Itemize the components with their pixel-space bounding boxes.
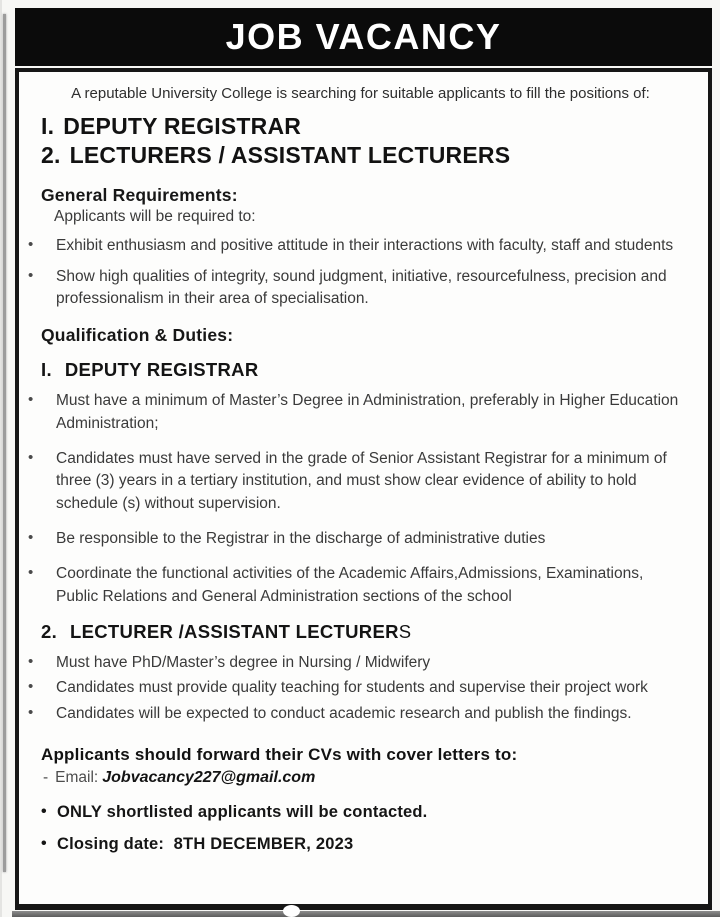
subsection-title: DEPUTY REGISTRAR <box>64 359 259 381</box>
email-dash: - <box>43 768 49 786</box>
bottom-notch-artifact <box>283 905 300 917</box>
deputy-registrar-duties-list <box>28 390 680 608</box>
list-item: • Be responsible to the Registrar in the discharge of administrative duties <box>28 528 680 550</box>
position-marker: 2. <box>41 141 61 168</box>
closing-date-note: • Closing date: 8TH DECEMBER, 2023 <box>41 835 680 854</box>
shortlisted-note: • ONLY shortlisted applicants will be contacted. <box>41 803 680 822</box>
positions-list <box>41 112 680 170</box>
subsection-marker: I. <box>41 359 52 381</box>
advert-title: JOB VACANCY <box>225 16 502 57</box>
general-requirements-heading: General Requirements: <box>41 184 238 205</box>
advert-header-bar <box>15 8 712 66</box>
subsection-title: LECTURER /ASSISTANT LECTURER <box>70 620 399 642</box>
general-requirements-lead-in: Applicants will be required to: <box>54 207 256 225</box>
list-item: • Coordinate the functional activities of the Academic Affairs,Admissions, Examinations, Public Relations and General Administration sections of the school <box>28 563 680 608</box>
subsection-title-suffix: S <box>398 620 412 642</box>
position-marker: I. <box>41 113 55 139</box>
email-label: Email: <box>55 768 99 786</box>
email-address: Jobvacancy227@gmail.com <box>102 768 316 786</box>
contact-footer <box>41 745 680 854</box>
list-item: • Must have a minimum of Master’s Degree in Administration, preferably in Higher Education Administration; <box>28 390 680 435</box>
position-item-1 <box>41 112 680 141</box>
email-line <box>43 769 680 787</box>
scan-edge-line <box>3 14 6 872</box>
intro-line: A reputable University College is searching for suitable applicants to fill the positions of: <box>71 85 650 102</box>
lecturer-subheading <box>41 621 680 643</box>
list-item: • Candidates will be expected to conduct academic research and publish the findings. <box>28 703 680 725</box>
deputy-registrar-subheading <box>41 359 680 381</box>
position-label: LECTURERS / ASSISTANT LECTURERS <box>69 141 511 168</box>
list-item: • Candidates must provide quality teaching for students and supervise their project work <box>28 677 680 699</box>
job-advert <box>15 8 712 910</box>
lecturer-duties-list <box>28 652 680 725</box>
list-item: • Must have PhD/Master’s degree in Nursing / Midwifery <box>28 652 680 674</box>
forward-cv-line: Applicants should forward their CVs with cover letters to: <box>41 744 518 764</box>
qualification-duties-heading: Qualification & Duties: <box>41 325 234 346</box>
list-item: • Show high qualities of integrity, sound judgment, initiative, resourcefulness, precision and professionalism in their area of specialisation. <box>28 266 680 311</box>
position-item-2 <box>41 141 680 170</box>
list-item: • Exhibit enthusiasm and positive attitude in their interactions with faculty, staff and students <box>28 235 680 257</box>
subsection-marker: 2. <box>41 620 58 642</box>
general-requirements-list <box>28 235 680 311</box>
page-edge-shadow <box>0 0 2 917</box>
list-item: • Candidates must have served in the grade of Senior Assistant Registrar for a minimum of three (3) years in a tertiary institution, and must show clear evidence of ability to hold schedule (s) without supervision. <box>28 448 680 515</box>
advert-body <box>15 68 712 910</box>
footer-notes <box>41 803 680 854</box>
position-label: DEPUTY REGISTRAR <box>63 113 302 139</box>
bottom-scan-strip <box>12 911 720 917</box>
